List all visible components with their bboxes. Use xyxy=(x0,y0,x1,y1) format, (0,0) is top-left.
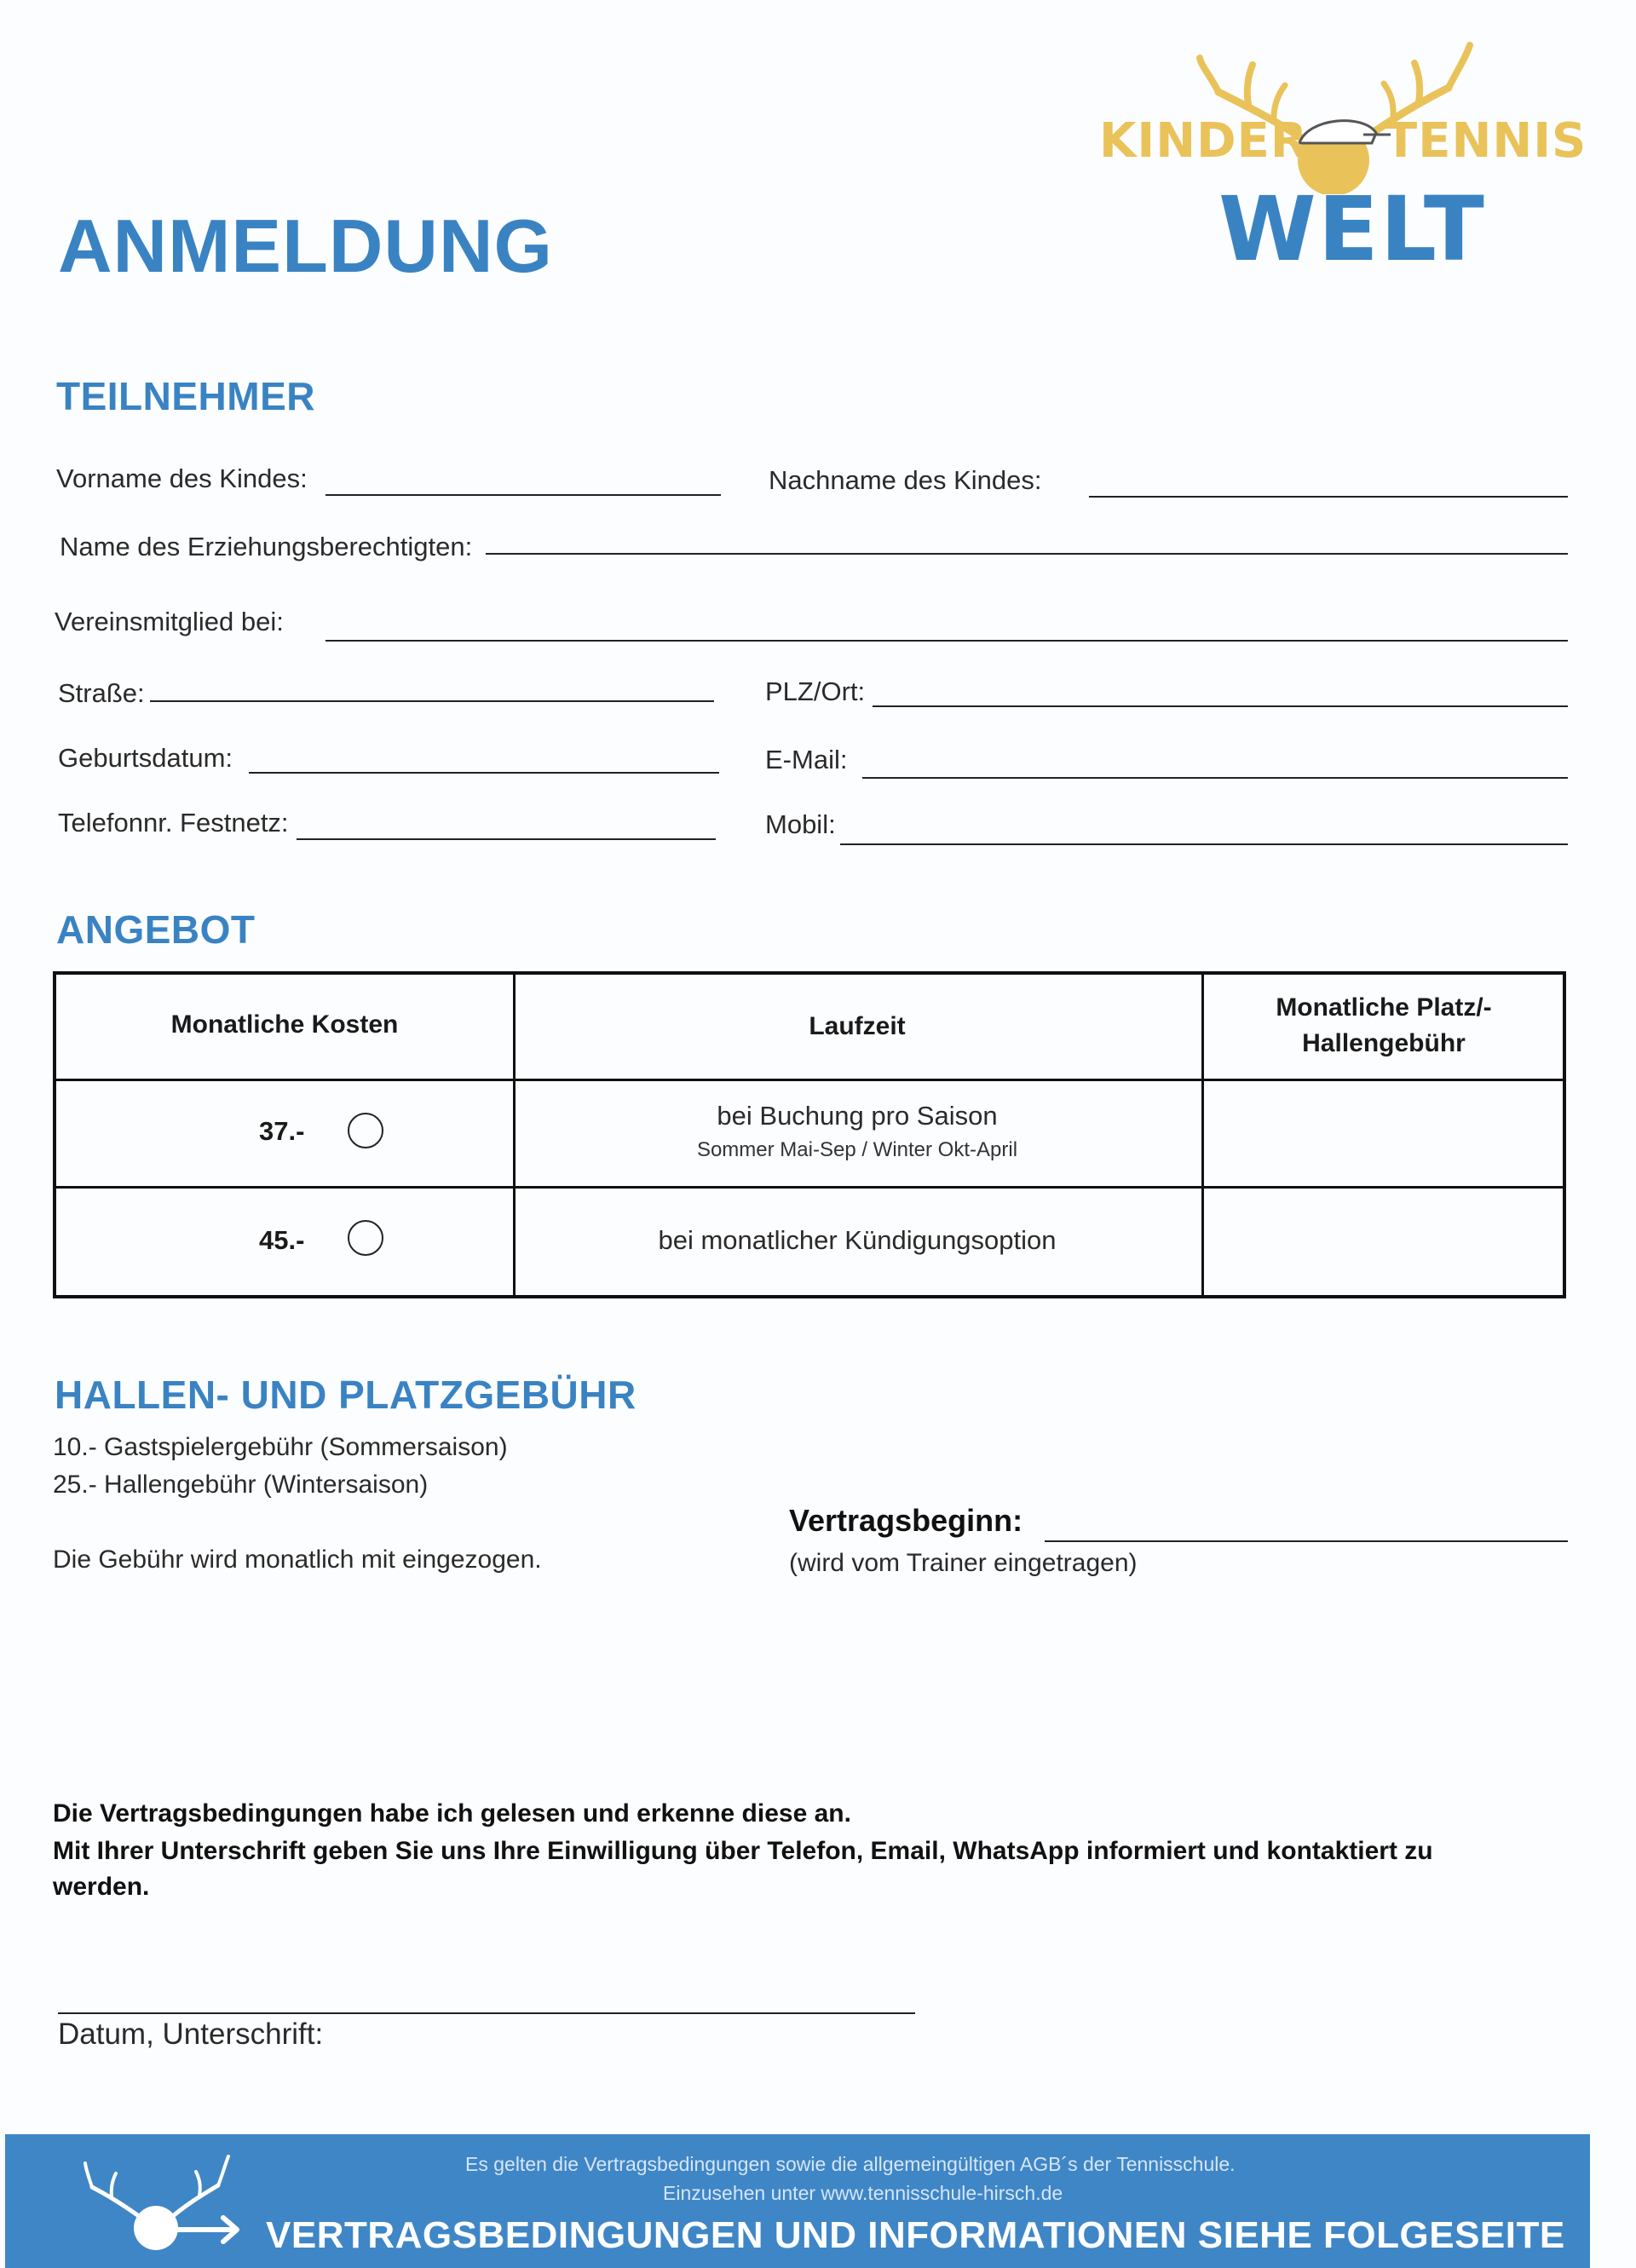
table-header-gebuehr-line1: Monatliche Platz/- xyxy=(1276,993,1492,1022)
table-row-2-laufzeit: bei monatlicher Kündigungsoption xyxy=(658,1225,1057,1255)
logo-word-kinder: KINDER xyxy=(1099,113,1308,169)
vertragsbeginn-note: (wird vom Trainer eingetragen) xyxy=(789,1549,1138,1577)
consent-line-1: Die Vertragsbedingungen habe ich gelesen und erkenne diese an. xyxy=(53,1799,851,1828)
page-title: ANMELDUNG xyxy=(58,204,553,288)
input-line-strasse[interactable] xyxy=(150,700,714,702)
input-line-mobil[interactable] xyxy=(840,843,1568,845)
label-vorname: Vorname des Kindes: xyxy=(56,463,308,493)
label-erziehungsberechtigter: Name des Erziehungsberechtigten: xyxy=(60,532,473,561)
table-header-laufzeit: Laufzeit xyxy=(809,1012,906,1040)
radio-option-45[interactable] xyxy=(348,1220,383,1256)
gebuehr-note: Die Gebühr wird monatlich mit eingezogen. xyxy=(53,1546,542,1574)
logo xyxy=(1091,24,1587,281)
label-signature: Datum, Unterschrift: xyxy=(58,2018,324,2051)
label-vertragsbeginn: Vertragsbeginn: xyxy=(789,1503,1023,1538)
label-strasse: Straße: xyxy=(58,678,145,708)
footer-text-website: Einzusehen unter www.tennisschule-hirsch.de xyxy=(663,2182,1063,2204)
footer-text-agb: Es gelten die Vertragsbedingungen sowie die allgemeingültigen AGB´s der Tennisschule. xyxy=(465,2153,1236,2175)
label-plz-ort: PLZ/Ort: xyxy=(765,676,866,706)
section-heading-teilnehmer: TEILNEHMER xyxy=(56,374,315,418)
input-line-geburtsdatum[interactable] xyxy=(249,772,719,774)
table-row-1-price: 37.- xyxy=(259,1116,305,1146)
label-telefon: Telefonnr. Festnetz: xyxy=(58,808,289,838)
input-line-nachname[interactable] xyxy=(1089,496,1568,498)
input-line-email[interactable] xyxy=(862,777,1568,779)
logo-word-welt: WELT xyxy=(1218,177,1486,281)
input-line-plz-ort[interactable] xyxy=(873,705,1568,707)
angebot-table xyxy=(53,971,1566,1298)
input-line-vertragsbeginn[interactable] xyxy=(1045,1540,1568,1542)
input-line-telefon[interactable] xyxy=(297,838,716,840)
table-header-gebuehr-line2: Hallengebühr xyxy=(1302,1029,1466,1057)
table-row-1-laufzeit: bei Buchung pro Saison xyxy=(717,1101,998,1131)
section-heading-angebot: ANGEBOT xyxy=(56,907,256,952)
label-mobil: Mobil: xyxy=(765,809,836,839)
input-line-vorname[interactable] xyxy=(325,494,721,496)
consent-line-2: Mit Ihrer Unterschrift geben Sie uns Ihre Einwilligung über Telefon, Email, WhatsApp informiert und kontaktiert zu xyxy=(53,1837,1433,1865)
input-line-erziehungsberechtigter[interactable] xyxy=(486,553,1568,555)
table-row-2-price: 45.- xyxy=(259,1225,305,1255)
consent-line-3: werden. xyxy=(53,1873,150,1901)
gebuehr-line-2: 25.- Hallengebühr (Wintersaison) xyxy=(53,1471,429,1499)
label-nachname: Nachname des Kindes: xyxy=(769,465,1042,495)
antler-arrow-icon xyxy=(73,2144,261,2264)
table-row-1-laufzeit-sub: Sommer Mai-Sep / Winter Okt-April xyxy=(696,1138,1018,1161)
radio-option-37[interactable] xyxy=(348,1113,383,1148)
table-header-gebuehr xyxy=(1201,990,1566,1062)
input-line-verein[interactable] xyxy=(325,640,1568,642)
label-email: E-Mail: xyxy=(765,745,848,774)
footer-headline: VERTRAGSBEDINGUNGEN UND INFORMATIONEN SIEHE FOLGESEITE xyxy=(266,2214,1565,2256)
section-heading-gebuehr: HALLEN- UND PLATZGEBÜHR xyxy=(55,1373,637,1417)
signature-line[interactable] xyxy=(58,2012,915,2014)
table-header-kosten: Monatliche Kosten xyxy=(170,1010,399,1039)
label-verein: Vereinsmitglied bei: xyxy=(55,607,284,636)
gebuehr-line-1: 10.- Gastspielergebühr (Sommersaison) xyxy=(53,1433,508,1461)
label-geburtsdatum: Geburtsdatum: xyxy=(58,743,233,773)
logo-word-tennis: TENNIS xyxy=(1385,113,1587,169)
antler-tennis-ball-logo-icon xyxy=(1091,24,1568,194)
footer-banner xyxy=(5,2134,1590,2268)
